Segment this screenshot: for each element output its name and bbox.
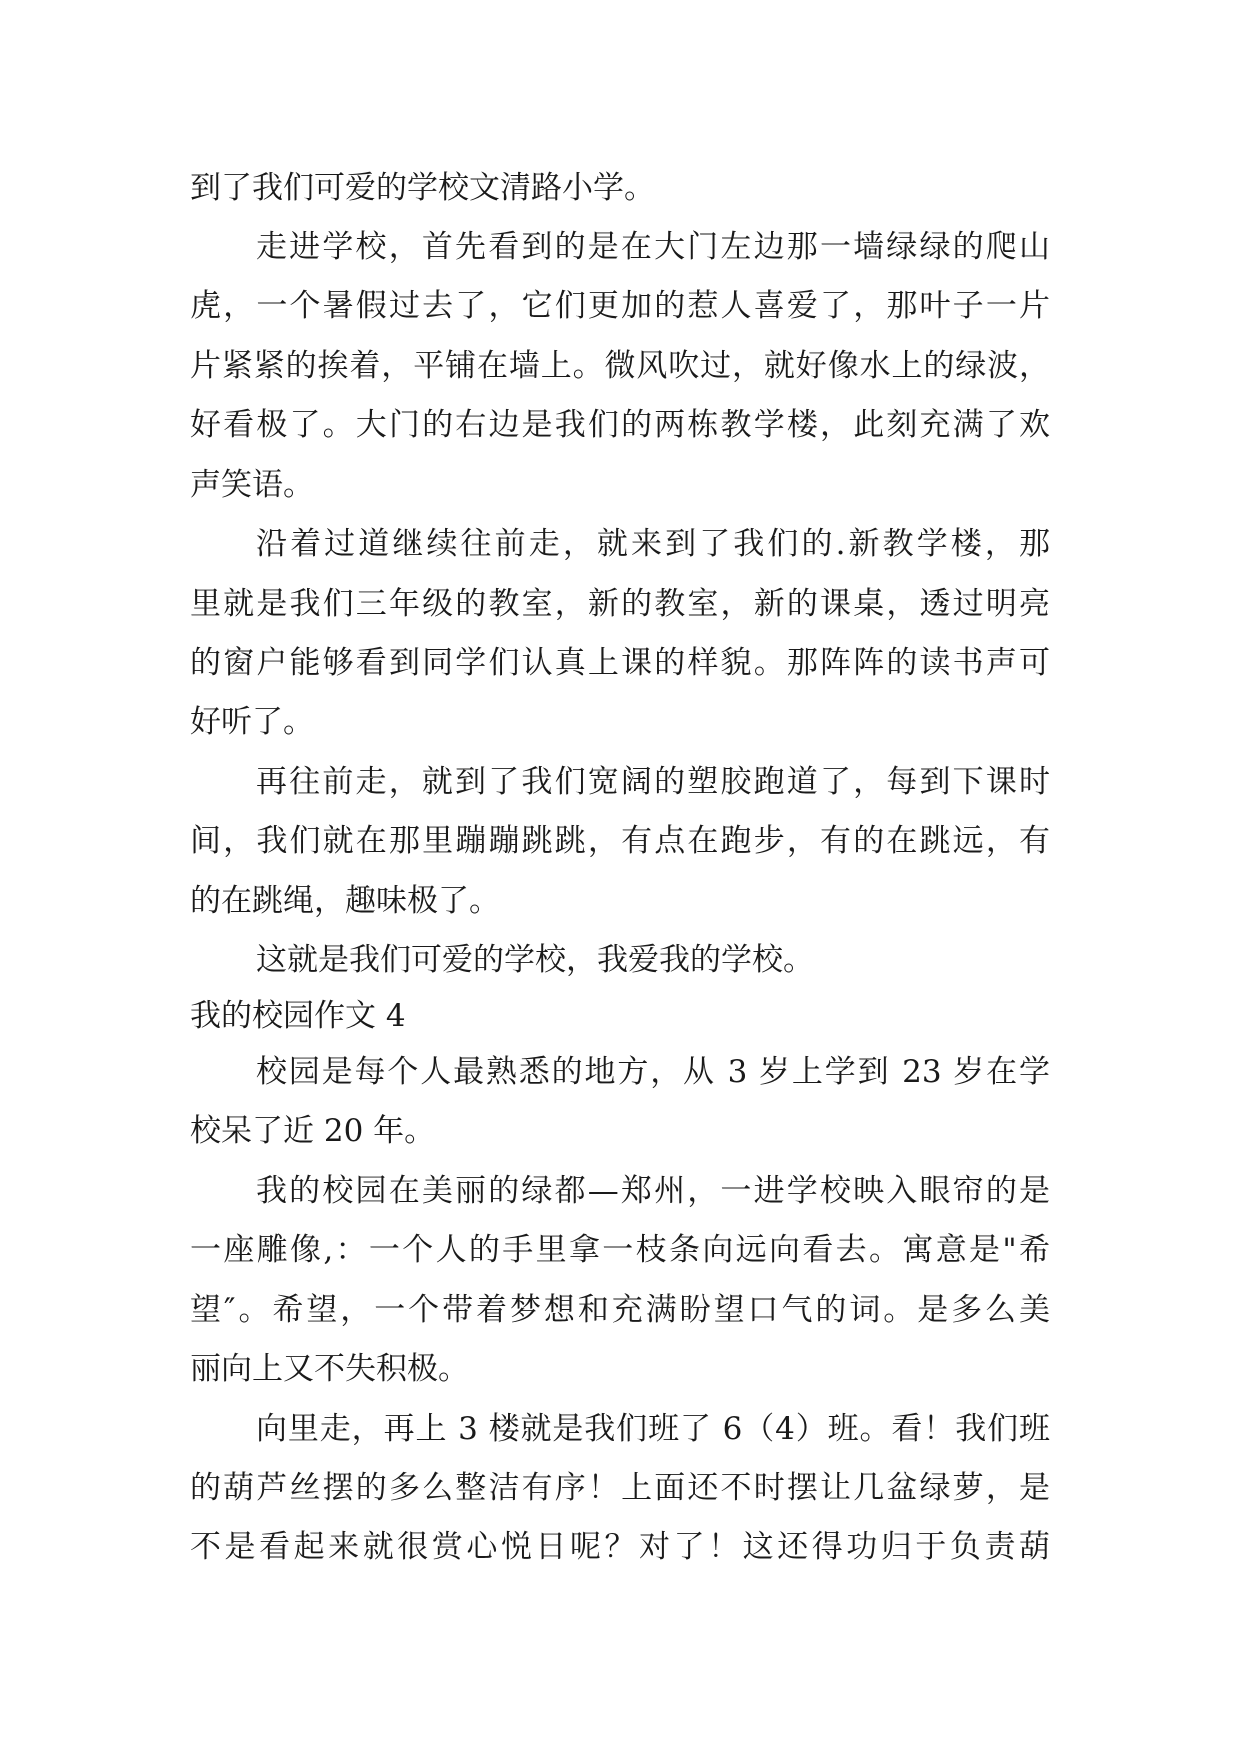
text-line: 走进学校，首先看到的是在大门左边那一墙绿绿的爬山 (256, 229, 1050, 265)
text-line: 不是看起来就很赏心悦日呢？对了！这还得功归于负责葫 (190, 1529, 1050, 1565)
text-line: 沿着过道继续往前走，就来到了我们的.新教学楼，那 (256, 526, 1050, 562)
text-line: 好看极了。大门的右边是我们的两栋教学楼，此刻充满了欢 (190, 407, 1050, 443)
text-line: 虎，一个暑假过去了，它们更加的惹人喜爱了，那叶子一片 (190, 288, 1050, 324)
text-line: 好听了。 (190, 704, 314, 740)
text-line: 丽向上又不失积极。 (190, 1351, 469, 1387)
text-line: 的葫芦丝摆的多么整洁有序！上面还不时摆让几盆绿萝，是 (190, 1470, 1050, 1506)
text-line: 一座雕像,：一个人的手里拿一枝条向远向看去。寓意是"希 (190, 1232, 1050, 1268)
text-line: 望″。希望，一个带着梦想和充满盼望口气的词。是多么美 (190, 1292, 1050, 1328)
text-line: 声笑语。 (190, 467, 314, 503)
text-line: 校园是每个人最熟悉的地方，从 3 岁上学到 23 岁在学 (256, 1054, 1050, 1090)
text-line: 的窗户能够看到同学们认真上课的样貌。那阵阵的读书声可 (190, 645, 1050, 681)
text-line: 向里走，再上 3 楼就是我们班了 6（4）班。看！我们班 (256, 1411, 1050, 1447)
text-line: 里就是我们三年级的教室，新的教室，新的课桌，透过明亮 (190, 586, 1050, 622)
text-line: 这就是我们可爱的学校，我爱我的学校。 (256, 942, 814, 978)
text-line: 校呆了近 20 年。 (190, 1113, 436, 1149)
text-line: 间，我们就在那里蹦蹦跳跳，有点在跑步，有的在跳远，有 (190, 823, 1050, 859)
text-line: 的在跳绳，趣味极了。 (190, 883, 500, 919)
text-line: 到了我们可爱的学校文清路小学。 (190, 170, 655, 206)
text-line: 再往前走，就到了我们宽阔的塑胶跑道了，每到下课时 (256, 764, 1050, 800)
text-line: 我的校园在美丽的绿都—郑州，一进学校映入眼帘的是 (256, 1173, 1050, 1209)
text-line: 片紧紧的挨着，平铺在墙上。微风吹过，就好像水上的绿波， (190, 348, 1050, 384)
section-heading: 我的校园作文 4 (190, 998, 406, 1034)
